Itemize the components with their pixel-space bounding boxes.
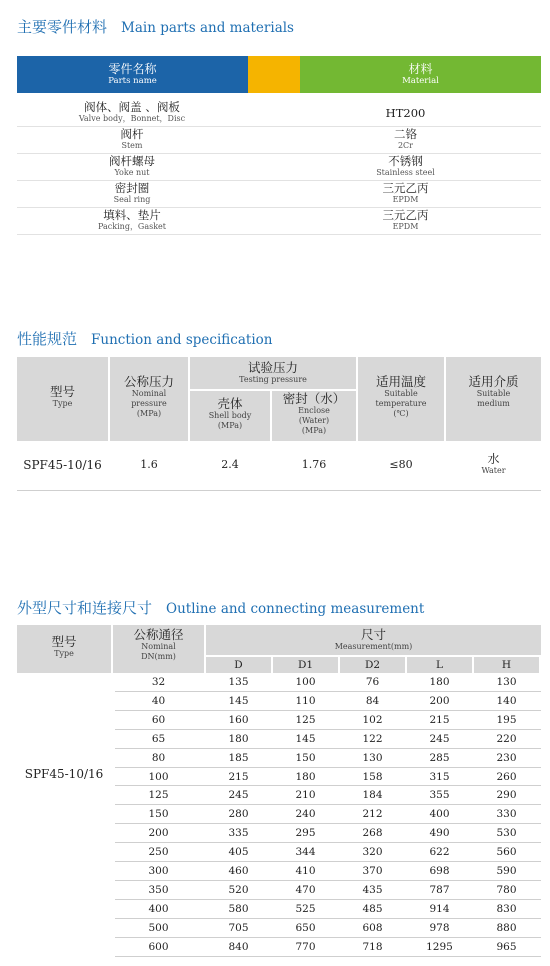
material-name-en: Stainless steel: [376, 168, 435, 177]
dims-value-cell: 315: [429, 770, 450, 783]
dims-value-cell: 787: [429, 883, 450, 896]
dims-value-cell: 1295: [426, 940, 453, 953]
part-name-en: Seal ring: [113, 195, 151, 204]
dims-value-cell: 295: [295, 827, 316, 840]
part-name-en: Stem: [121, 141, 143, 150]
spec-title: [17, 328, 272, 349]
dims-value-cell: 125: [295, 713, 316, 726]
dims-value-cell: 490: [429, 827, 450, 840]
temp-header-cn: 适用温度: [375, 374, 426, 389]
dims-type-header: [17, 625, 111, 673]
dims-value-cell: 320: [362, 846, 383, 859]
materials-title: [17, 16, 294, 37]
dims-dn-cell: 125: [148, 789, 169, 802]
dims-row-divider: [115, 956, 541, 957]
size-header-cn: 尺寸: [360, 627, 386, 642]
dims-col-header-l: L: [407, 657, 472, 673]
dims-value-cell: 400: [429, 808, 450, 821]
dims-value-cell: 830: [496, 902, 517, 915]
spec-temp-value: ≤80: [389, 458, 413, 471]
dims-value-cell: 215: [228, 770, 249, 783]
dims-value-cell: 590: [496, 865, 517, 877]
dims-value-cell: 410: [295, 865, 316, 877]
dims-dn-header: [113, 625, 204, 673]
spec-type-value: SPF45-10/16: [23, 458, 102, 472]
dims-value-cell: 130: [362, 751, 383, 764]
material-name-cn: 二铬: [394, 127, 417, 141]
dims-value-cell: 180: [295, 770, 316, 783]
dims-value-cell: 530: [496, 827, 517, 840]
material-header-cn: 材料: [408, 62, 433, 76]
dims-value-cell: 780: [496, 883, 517, 896]
materials-row: [17, 99, 541, 127]
material-name-cn: 三元乙丙: [382, 181, 429, 195]
dims-size-header: [206, 625, 541, 655]
medium-header-en: Suitable medium: [476, 389, 511, 408]
materials-title-cn: 主要零件材料: [17, 18, 108, 36]
type-header-en: Type: [52, 399, 73, 408]
dims-col-header-d: D: [206, 657, 271, 673]
dims-value-cell: 285: [429, 751, 450, 764]
dims-col-header-d2: D2: [340, 657, 405, 673]
spec-medium-value-cn: 水: [487, 452, 500, 466]
spec-shell-header: [190, 391, 270, 441]
material-name-cn: 不锈钢: [388, 154, 423, 168]
dims-value-cell: 978: [429, 921, 450, 934]
spec-row-divider: [17, 490, 541, 491]
dims-title: [17, 597, 424, 618]
spec-medium-header: [446, 357, 541, 441]
materials-header-accent: [248, 56, 300, 93]
dims-value-cell: 102: [362, 713, 383, 726]
dims-value-cell: 158: [362, 770, 383, 783]
dims-value-cell: 580: [228, 902, 249, 915]
dims-value-cell: 525: [295, 902, 316, 915]
dims-dn-cell: 300: [148, 865, 169, 877]
dims-col-header-h: H: [474, 657, 539, 673]
dims-value-cell: 268: [362, 827, 383, 840]
spec-medium-value-en: Water: [481, 466, 506, 475]
dims-value-cell: 560: [496, 846, 517, 859]
dims-value-cell: 840: [228, 940, 249, 953]
dims-dn-cell: 60: [151, 713, 166, 726]
part-name-en: Packing，Gasket: [97, 222, 166, 231]
materials-header-part: [17, 56, 248, 93]
dn-header-en-2: DN(mm): [141, 652, 176, 661]
dims-value-cell: 330: [496, 808, 517, 821]
materials-header-material: [300, 56, 541, 93]
test-header-en: Testing pressure: [239, 375, 307, 384]
dims-dn-cell: 150: [148, 808, 169, 821]
dims-value-cell: 180: [429, 676, 450, 688]
dims-value-cell: 180: [228, 732, 249, 745]
dims-dn-cell: 500: [148, 921, 169, 934]
dims-value-cell: 650: [295, 921, 316, 934]
dims-value-cell: 470: [295, 883, 316, 896]
part-header-en: Parts name: [108, 76, 157, 86]
spec-seal-header: [272, 391, 356, 441]
material-name-cn: 三元乙丙: [382, 208, 429, 222]
dims-type-header-en: Type: [54, 649, 74, 658]
shell-header-en: Shell body (MPa): [208, 411, 252, 430]
dims-dn-cell: 65: [151, 732, 166, 745]
materials-title-en: Main parts and materials: [121, 20, 294, 36]
materials-row: [17, 207, 541, 235]
dims-value-cell: 230: [496, 751, 517, 764]
dims-dn-cell: 200: [148, 827, 169, 840]
type-header-cn: 型号: [49, 384, 75, 399]
dims-value-cell: 290: [496, 789, 517, 802]
shell-header-cn: 壳体: [217, 396, 243, 411]
spec-title-cn: 性能规范: [17, 330, 78, 348]
dims-value-cell: 245: [228, 789, 249, 802]
material-name-cn: HT200: [385, 106, 426, 120]
dims-dn-cell: 400: [148, 902, 169, 915]
dims-value-cell: 145: [228, 694, 249, 707]
materials-row: [17, 126, 541, 154]
pressure-header-en: Nominal pressure (MPa): [131, 389, 167, 418]
dims-value-cell: 122: [362, 732, 383, 745]
temp-header-en: Suitable temperature (℃): [375, 389, 427, 418]
dims-value-cell: 195: [496, 713, 517, 726]
dims-type-header-cn: 型号: [51, 634, 77, 649]
dims-value-cell: 370: [362, 865, 383, 877]
dims-dn-cell: 250: [148, 846, 169, 859]
dims-value-cell: 210: [295, 789, 316, 802]
dims-dn-cell: 600: [148, 940, 169, 953]
dims-value-cell: 344: [295, 846, 316, 859]
materials-row: [17, 180, 541, 208]
dims-value-cell: 212: [362, 808, 383, 821]
part-header-cn: 零件名称: [108, 62, 157, 76]
dims-value-cell: 245: [429, 732, 450, 745]
dims-title-en: Outline and connecting measurement: [166, 601, 425, 617]
pressure-header-cn: 公称压力: [123, 374, 174, 389]
dims-value-cell: 185: [228, 751, 249, 764]
spec-seal-value: 1.76: [301, 458, 327, 471]
dims-value-cell: 145: [295, 732, 316, 745]
dims-value-cell: 914: [429, 902, 450, 915]
dims-value-cell: 485: [362, 902, 383, 915]
part-name-cn: 阀杆螺母: [109, 154, 155, 168]
dims-col-header-d1: D1: [273, 657, 338, 673]
spec-test-header: [190, 357, 356, 389]
materials-row: [17, 153, 541, 181]
dims-title-cn: 外型尺寸和连接尺寸: [17, 599, 153, 617]
dims-value-cell: 405: [228, 846, 249, 859]
dims-value-cell: 220: [496, 732, 517, 745]
part-name-cn: 阀体、阀盖 、阀板: [84, 100, 180, 114]
dims-value-cell: 280: [228, 808, 249, 821]
dims-value-cell: 880: [496, 921, 517, 934]
dims-value-cell: 355: [429, 789, 450, 802]
dims-value-cell: 140: [496, 694, 517, 707]
dims-value-cell: 698: [429, 865, 450, 877]
dims-value-cell: 215: [429, 713, 450, 726]
material-header-en: Material: [402, 76, 439, 86]
spec-pressure-value: 1.6: [140, 458, 158, 471]
seal-header-cn: 密封（水）: [282, 391, 346, 406]
dn-header-cn: 公称通径: [133, 627, 184, 642]
dims-value-cell: 200: [429, 694, 450, 707]
part-name-en: Yoke nut: [114, 168, 150, 177]
dims-value-cell: 76: [365, 676, 380, 688]
spec-title-en: Function and specification: [91, 332, 273, 348]
dims-dn-cell: 40: [151, 694, 166, 707]
dims-value-cell: 622: [429, 846, 450, 859]
dims-value-cell: 160: [228, 713, 249, 726]
dims-dn-cell: 350: [148, 883, 169, 896]
dims-value-cell: 135: [228, 676, 249, 688]
dims-value-cell: 770: [295, 940, 316, 953]
size-header-en: Measurement(mm): [334, 642, 413, 651]
dims-value-cell: 520: [228, 883, 249, 896]
dims-value-cell: 130: [496, 676, 517, 688]
dims-value-cell: 705: [228, 921, 249, 934]
spec-shell-value: 2.4: [221, 458, 239, 471]
dims-value-cell: 608: [362, 921, 383, 934]
material-name-en: 2Cr: [397, 141, 414, 150]
spec-temp-header: [358, 357, 444, 441]
part-name-cn: 阀杆: [120, 127, 144, 141]
dims-dn-cell: 80: [151, 751, 166, 764]
medium-header-cn: 适用介质: [468, 374, 519, 389]
dims-value-cell: 718: [362, 940, 383, 953]
dims-dn-cell: 100: [148, 770, 169, 783]
dims-value-cell: 110: [295, 694, 316, 707]
dims-value-cell: 335: [228, 827, 249, 840]
part-name-en: Valve body，Bonnet，Disc: [78, 114, 186, 123]
dn-header-en-1: Nominal: [141, 642, 176, 651]
test-header-cn: 试验压力: [247, 360, 298, 375]
dims-value-cell: 240: [295, 808, 316, 821]
dims-value-cell: 150: [295, 751, 316, 764]
spec-type-header: [17, 357, 108, 441]
spec-pressure-header: [110, 357, 188, 441]
dims-value-cell: 260: [496, 770, 517, 783]
dims-value-cell: 184: [362, 789, 383, 802]
part-name-cn: 填料、垫片: [103, 208, 161, 222]
material-name-en: EPDM: [392, 195, 419, 204]
dims-value-cell: 100: [295, 676, 316, 688]
part-name-cn: 密封圈: [114, 181, 150, 195]
dims-value-cell: 435: [362, 883, 383, 896]
materials-header: [17, 56, 541, 93]
seal-header-en: Enclose (Water) (MPa): [298, 406, 330, 435]
dims-value-cell: 84: [365, 694, 380, 707]
dims-value-cell: 460: [228, 865, 249, 877]
dims-value-cell: 965: [496, 940, 517, 953]
material-name-en: EPDM: [392, 222, 419, 231]
dims-model: SPF45-10/16: [24, 767, 104, 781]
dims-dn-cell: 32: [151, 676, 166, 688]
